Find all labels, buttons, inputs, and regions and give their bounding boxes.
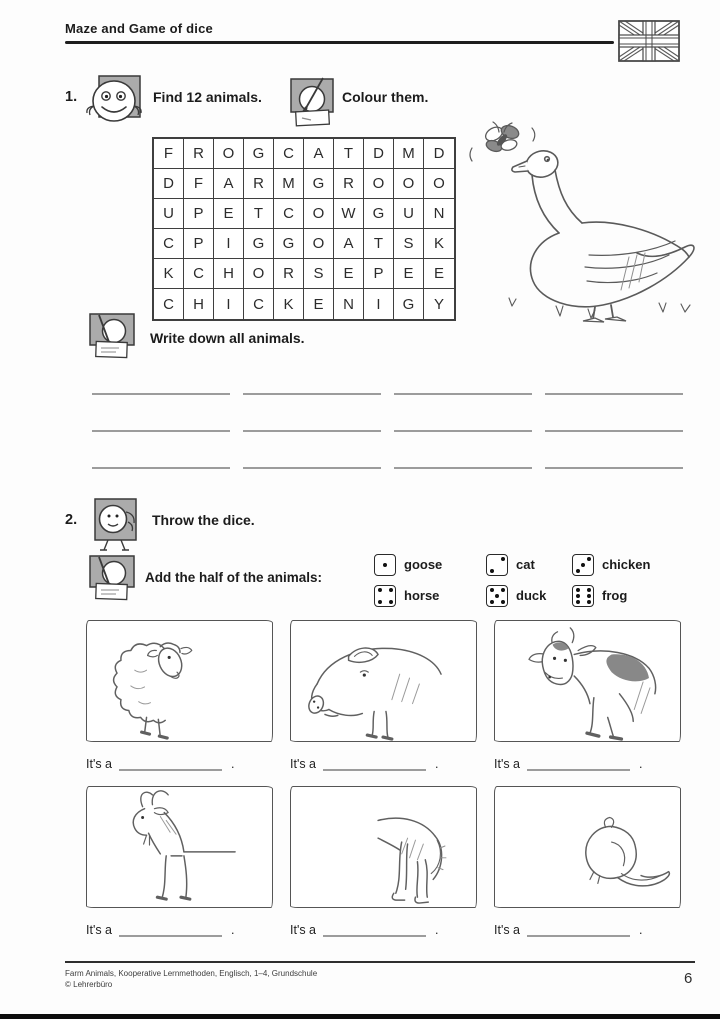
card-caption bbox=[494, 921, 681, 937]
animal-card bbox=[494, 620, 681, 771]
wordsearch-cell[interactable]: A bbox=[334, 229, 364, 259]
caption-prefix: It's a bbox=[494, 757, 521, 771]
wordsearch-cell[interactable]: I bbox=[214, 229, 244, 259]
dog-rear-half-illustration bbox=[291, 787, 476, 907]
wordsearch-cell[interactable]: F bbox=[154, 139, 184, 169]
dice-legend-entry bbox=[572, 553, 650, 576]
dice-animal-label: chicken bbox=[602, 557, 651, 572]
wordsearch-cell[interactable]: G bbox=[244, 139, 274, 169]
die-5-icon bbox=[486, 585, 508, 607]
wordsearch-cell[interactable]: F bbox=[184, 169, 214, 199]
answer-line[interactable] bbox=[92, 432, 230, 469]
wordsearch-cell[interactable]: D bbox=[154, 169, 184, 199]
wordsearch-cell[interactable]: C bbox=[154, 289, 184, 319]
wordsearch-grid bbox=[152, 137, 456, 321]
throw-dice-label: Throw the dice. bbox=[152, 512, 255, 528]
wordsearch-cell[interactable]: C bbox=[274, 139, 304, 169]
wordsearch-cell[interactable]: I bbox=[364, 289, 394, 319]
colour-them-label: Colour them. bbox=[342, 89, 429, 105]
caption-answer-line[interactable] bbox=[119, 756, 222, 771]
wordsearch-cell[interactable]: G bbox=[274, 229, 304, 259]
dice-legend-entry bbox=[572, 584, 650, 607]
wordsearch-cell[interactable]: P bbox=[184, 229, 214, 259]
add-half-label: Add the half of the animals: bbox=[145, 570, 323, 585]
wordsearch-cell[interactable]: T bbox=[244, 199, 274, 229]
wordsearch-cell[interactable]: E bbox=[304, 289, 334, 319]
animal-card bbox=[86, 620, 273, 771]
caption-answer-line[interactable] bbox=[323, 922, 426, 937]
wordsearch-cell[interactable]: C bbox=[244, 289, 274, 319]
wordsearch-cell[interactable]: O bbox=[364, 169, 394, 199]
animal-card bbox=[290, 620, 477, 771]
writing-child-icon bbox=[88, 312, 136, 364]
sheep-front-half-illustration bbox=[87, 621, 272, 741]
wordsearch-cell[interactable]: R bbox=[334, 169, 364, 199]
caption-period: . bbox=[231, 757, 235, 771]
goose-butterfly-illustration bbox=[452, 104, 714, 328]
caption-period: . bbox=[435, 923, 439, 937]
scan-edge bbox=[0, 1014, 720, 1019]
animal-card bbox=[290, 786, 477, 937]
wordsearch-cell[interactable]: P bbox=[364, 259, 394, 289]
throwing-child-icon bbox=[88, 496, 142, 554]
mouse-rear-half-illustration bbox=[495, 787, 680, 907]
wordsearch-cell[interactable]: R bbox=[274, 259, 304, 289]
caption-prefix: It's a bbox=[494, 923, 521, 937]
animal-card-box[interactable] bbox=[290, 620, 477, 742]
wordsearch-cell[interactable]: O bbox=[244, 259, 274, 289]
animal-card-box[interactable] bbox=[494, 620, 681, 742]
goat-front-half-illustration bbox=[87, 787, 272, 907]
animal-card-box[interactable] bbox=[494, 786, 681, 908]
wordsearch-cell[interactable]: S bbox=[394, 229, 424, 259]
card-caption bbox=[290, 921, 477, 937]
footer-credit-line2: © Lehrerbüro bbox=[65, 980, 113, 989]
dice-animal-label: frog bbox=[602, 588, 628, 603]
answer-line[interactable] bbox=[545, 395, 683, 432]
caption-answer-line[interactable] bbox=[323, 756, 426, 771]
wordsearch-cell[interactable]: S bbox=[304, 259, 334, 289]
wordsearch-cell[interactable]: O bbox=[304, 229, 334, 259]
wordsearch-cell[interactable]: I bbox=[214, 289, 244, 319]
caption-answer-line[interactable] bbox=[527, 756, 630, 771]
answer-line[interactable] bbox=[394, 395, 532, 432]
dice-animal-label: horse bbox=[404, 588, 440, 603]
wordsearch-cell[interactable]: E bbox=[214, 199, 244, 229]
find-animals-label: Find 12 animals. bbox=[153, 89, 262, 105]
answer-line[interactable] bbox=[92, 395, 230, 432]
page-title: Maze and Game of dice bbox=[65, 21, 213, 36]
wordsearch-cell[interactable]: K bbox=[274, 289, 304, 319]
die-2-icon bbox=[486, 554, 508, 576]
header-rule bbox=[65, 41, 614, 44]
wordsearch-cell[interactable]: O bbox=[304, 199, 334, 229]
answer-lines-grid bbox=[92, 358, 683, 469]
animal-card bbox=[494, 786, 681, 937]
section2-number: 2. bbox=[65, 512, 78, 528]
wordsearch-cell[interactable]: D bbox=[364, 139, 394, 169]
wordsearch-cell[interactable]: A bbox=[304, 139, 334, 169]
wordsearch-cell[interactable]: T bbox=[364, 229, 394, 259]
smiley-face-child-icon bbox=[86, 74, 142, 128]
wordsearch-cell[interactable]: G bbox=[304, 169, 334, 199]
cow-front-half-illustration bbox=[495, 621, 680, 741]
wordsearch-cell[interactable]: K bbox=[154, 259, 184, 289]
caption-answer-line[interactable] bbox=[119, 922, 222, 937]
dice-legend-entry bbox=[374, 553, 472, 576]
animal-card-box[interactable] bbox=[290, 786, 477, 908]
caption-period: . bbox=[639, 757, 643, 771]
wordsearch-cell[interactable]: E bbox=[394, 259, 424, 289]
animal-card-box[interactable] bbox=[86, 786, 273, 908]
wordsearch-cell[interactable]: T bbox=[334, 139, 364, 169]
wordsearch-cell[interactable]: P bbox=[184, 199, 214, 229]
caption-period: . bbox=[231, 923, 235, 937]
wordsearch-cell[interactable]: O bbox=[214, 139, 244, 169]
wordsearch-cell[interactable]: N bbox=[424, 199, 454, 229]
writing-child-icon bbox=[88, 554, 136, 606]
dice-legend-entry bbox=[374, 584, 472, 607]
wordsearch-cell[interactable]: G bbox=[244, 229, 274, 259]
wordsearch-cell[interactable]: Y bbox=[433, 295, 444, 313]
caption-prefix: It's a bbox=[86, 757, 113, 771]
animal-card-box[interactable] bbox=[86, 620, 273, 742]
wordsearch-cell[interactable]: C bbox=[184, 259, 214, 289]
caption-prefix: It's a bbox=[290, 923, 317, 937]
wordsearch-cell[interactable]: C bbox=[274, 199, 304, 229]
die-1-icon bbox=[374, 554, 396, 576]
wordsearch-cell[interactable]: W bbox=[334, 199, 364, 229]
dice-animal-label: cat bbox=[516, 557, 535, 572]
wordsearch-cell[interactable]: U bbox=[154, 199, 184, 229]
dice-legend-entry bbox=[486, 584, 558, 607]
caption-period: . bbox=[435, 757, 439, 771]
caption-period: . bbox=[639, 923, 643, 937]
dice-legend-column bbox=[486, 553, 558, 607]
wordsearch-cell[interactable]: K bbox=[424, 229, 454, 259]
answer-line[interactable] bbox=[243, 395, 381, 432]
caption-answer-line[interactable] bbox=[527, 922, 630, 937]
page-number: 6 bbox=[684, 970, 693, 987]
wordsearch-cell[interactable]: O bbox=[394, 169, 424, 199]
footer-credit-line1: Farm Animals, Kooperative Lernmethoden, Englisch, 1–4, Grundschule bbox=[65, 969, 318, 978]
animal-cards-row-2 bbox=[86, 786, 681, 937]
wordsearch-cell[interactable]: M bbox=[394, 139, 424, 169]
section1-number: 1. bbox=[65, 89, 78, 105]
answer-line[interactable] bbox=[243, 432, 381, 469]
card-caption bbox=[290, 755, 477, 771]
card-caption bbox=[86, 921, 273, 937]
answer-line[interactable] bbox=[545, 358, 683, 395]
footer-rule bbox=[65, 961, 695, 963]
caption-prefix: It's a bbox=[290, 757, 317, 771]
write-down-label: Write down all animals. bbox=[150, 330, 305, 346]
wordsearch-cell[interactable]: U bbox=[394, 199, 424, 229]
dice-legend-column bbox=[374, 553, 472, 607]
wordsearch-cell[interactable]: G bbox=[364, 199, 394, 229]
wordsearch-cell[interactable]: R bbox=[184, 139, 214, 169]
die-3-icon bbox=[572, 554, 594, 576]
die-4-icon bbox=[374, 585, 396, 607]
pig-front-half-illustration bbox=[291, 621, 476, 741]
wordsearch-cell[interactable]: O bbox=[424, 169, 454, 199]
wordsearch-cell[interactable]: R bbox=[244, 169, 274, 199]
wordsearch-cell[interactable]: H bbox=[214, 259, 244, 289]
wordsearch-cell[interactable]: G bbox=[394, 289, 424, 319]
animal-card bbox=[86, 786, 273, 937]
wordsearch-cell[interactable]: C bbox=[154, 229, 184, 259]
answer-line[interactable] bbox=[545, 432, 683, 469]
card-caption bbox=[86, 755, 273, 771]
dice-animal-label: duck bbox=[516, 588, 547, 603]
answer-line[interactable] bbox=[92, 358, 230, 395]
wordsearch-cell[interactable]: A bbox=[214, 169, 244, 199]
wordsearch-cell[interactable]: E bbox=[424, 259, 454, 289]
animal-cards-row-1 bbox=[86, 620, 681, 771]
wordsearch-cell[interactable]: M bbox=[274, 169, 304, 199]
answer-line[interactable] bbox=[394, 358, 532, 395]
wordsearch-cell[interactable]: D bbox=[424, 139, 454, 169]
uk-flag-icon bbox=[618, 20, 680, 62]
die-6-icon bbox=[572, 585, 594, 607]
wordsearch-cell[interactable]: E bbox=[334, 259, 364, 289]
dice-animal-label: goose bbox=[404, 557, 443, 572]
dice-legend-entry bbox=[486, 553, 558, 576]
wordsearch-cell[interactable]: N bbox=[334, 289, 364, 319]
card-caption bbox=[494, 755, 681, 771]
answer-line[interactable] bbox=[243, 358, 381, 395]
painting-child-icon bbox=[289, 77, 335, 129]
caption-prefix: It's a bbox=[86, 923, 113, 937]
answer-line[interactable] bbox=[394, 432, 532, 469]
dice-legend-column bbox=[572, 553, 650, 607]
wordsearch-cell[interactable]: H bbox=[184, 289, 214, 319]
dice-legend bbox=[374, 553, 650, 607]
